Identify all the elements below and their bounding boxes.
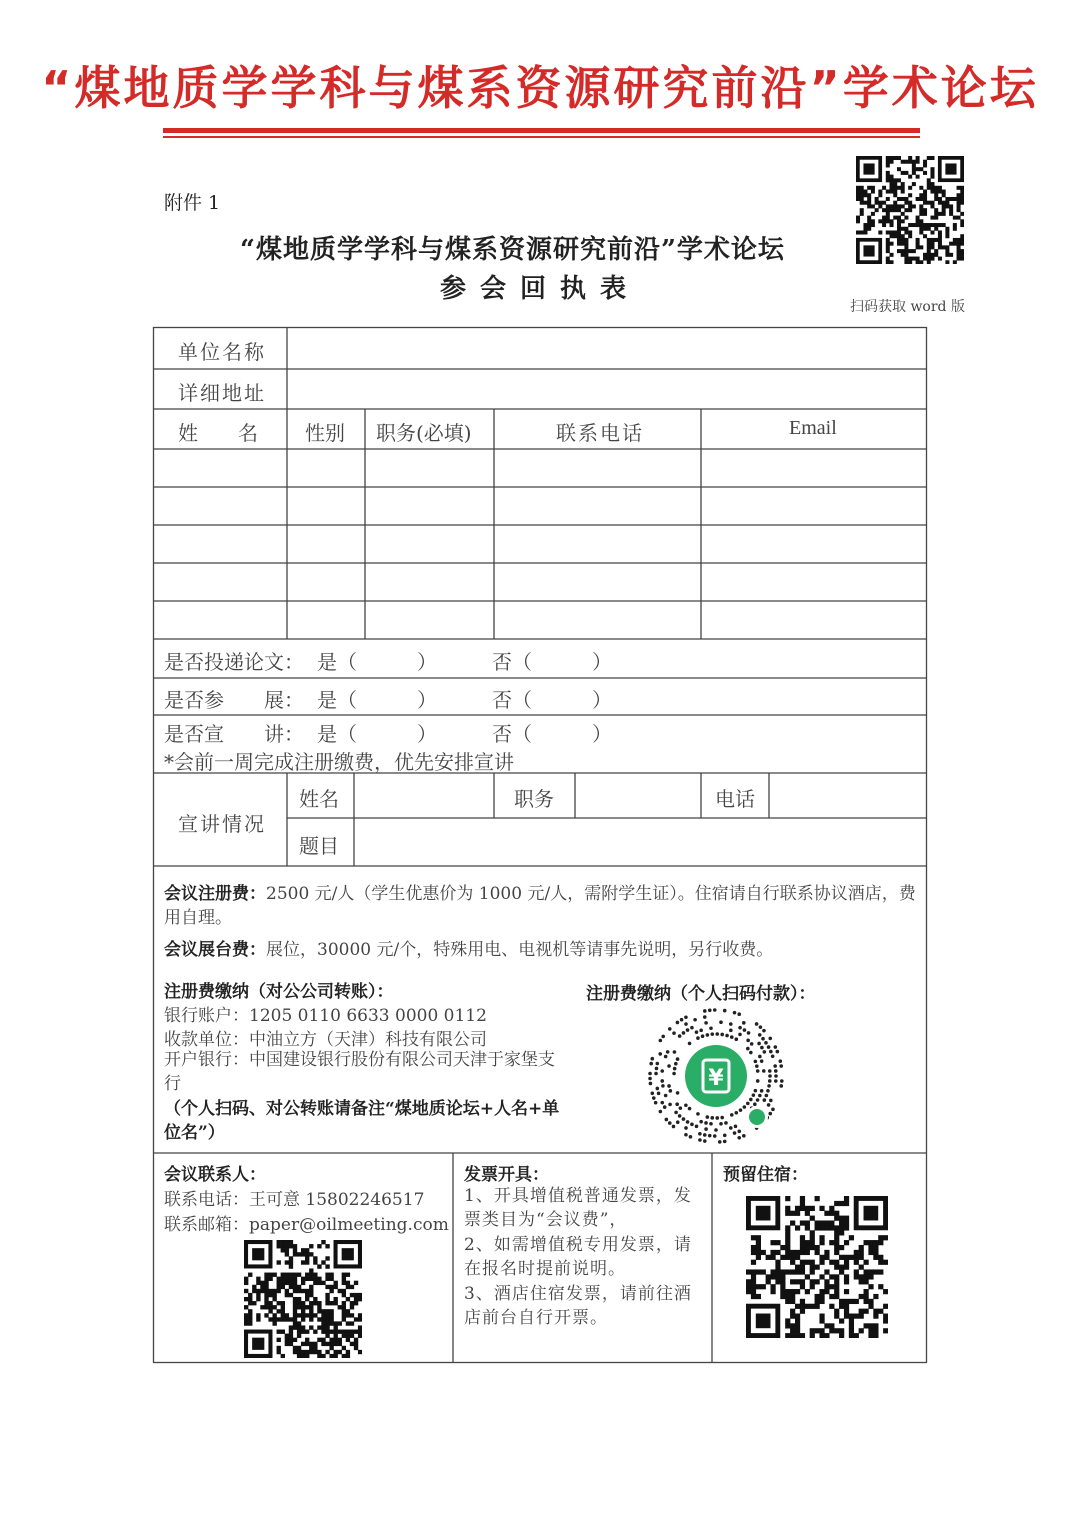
payment-remark: （个人扫码、对公转账请备注“煤地质论坛+人名+单位名”） (164, 1099, 560, 1143)
col-name: 姓 名 (178, 421, 258, 445)
speech-label: 是否宣 讲： (164, 722, 304, 746)
exhibit-yes[interactable]: 是（ ） (317, 688, 437, 712)
annex-label: 附件 1 (164, 192, 221, 214)
wechat-contact-qr-icon[interactable] (244, 1240, 362, 1358)
col-gender: 性别 (305, 421, 345, 445)
speech-info-label: 宣讲情况 (178, 812, 266, 836)
address-label: 详细地址 (178, 381, 266, 405)
hotel-booking-qr-icon[interactable] (746, 1196, 888, 1338)
speech-position-label: 职务 (514, 787, 554, 811)
word-download-qr-icon[interactable] (856, 156, 964, 264)
paper-no[interactable]: 否（ ） (492, 650, 612, 674)
exhibit-no[interactable]: 否（ ） (492, 688, 612, 712)
invoice-item-3: 3、酒店住宿发票，请前往酒店前台自行开票。 (464, 1284, 692, 1328)
registration-fee-label: 会议注册费： (164, 884, 266, 904)
unit-label: 单位名称 (178, 340, 266, 364)
booth-fee-label: 会议展台费： (164, 940, 266, 960)
exhibit-label: 是否参 展： (164, 688, 304, 712)
speech-phone-label: 电话 (715, 787, 755, 811)
payee: 收款单位：中油立方（天津）科技有限公司 (164, 1030, 487, 1050)
speech-note: *会前一周完成注册缴费，优先安排宣讲 (164, 750, 514, 774)
booth-fee-text: 展位，30000 元/个，特殊用电、电视机等请事先说明，另行收费。 (266, 940, 774, 960)
invoice-item-1: 1、开具增值税普通发票，发票类目为“会议费”， (464, 1186, 692, 1230)
col-position: 职务(必填) (376, 421, 472, 445)
registration-fee-text: 2500 元/人（学生优惠价为 1000 元/人，需附学生证）。住宿请自行联系协议酒店，费用自理。 (164, 884, 916, 928)
booth-fee (164, 938, 916, 962)
banner-rule-thin (163, 136, 920, 138)
form-title: “煤地质学学科与煤系资源研究前沿”学术论坛 (240, 235, 785, 265)
paper-label: 是否投递论文： (164, 650, 304, 674)
pay-symbol: ¥ (708, 1066, 724, 1091)
paper-yes[interactable]: 是（ ） (317, 650, 437, 674)
hotel-title: 预留住宿： (723, 1165, 808, 1185)
speech-yes[interactable]: 是（ ） (317, 722, 437, 746)
contact-phone: 联系电话：王可意 15802246517 (164, 1190, 425, 1210)
registration-fee (164, 882, 916, 930)
speech-no[interactable]: 否（ ） (492, 722, 612, 746)
payment-miniprogram-code-icon[interactable] (645, 1005, 787, 1147)
banner-title: “煤地质学学科与煤系资源研究前沿”学术论坛 (41, 61, 1039, 115)
invoice-item-2: 2、如需增值税专用发票，请在报名时提前说明。 (464, 1235, 692, 1279)
speech-name-label: 姓名 (299, 787, 339, 811)
form-subtitle: 参会回执表 (439, 274, 640, 304)
banner-rule (163, 128, 920, 133)
contact-email[interactable]: 联系邮箱：paper@oilmeeting.com (164, 1215, 449, 1235)
col-email: Email (789, 417, 837, 439)
personal-payment-title: 注册费缴纳（个人扫码付款）： (586, 984, 816, 1004)
bank-account: 银行账户：1205 0110 6633 0000 0112 (164, 1006, 487, 1026)
col-phone: 联系电话 (556, 421, 644, 445)
contact-title: 会议联系人： (164, 1165, 266, 1185)
qr-caption: 扫码获取 word 版 (850, 299, 965, 315)
corporate-payment-title: 注册费缴纳（对公公司转账）： (164, 982, 394, 1002)
speech-topic-label: 题目 (299, 834, 339, 858)
bank-name: 开户银行：中国建设银行股份有限公司天津于家堡支行 (164, 1050, 555, 1094)
invoice-title: 发票开具： (464, 1165, 549, 1185)
